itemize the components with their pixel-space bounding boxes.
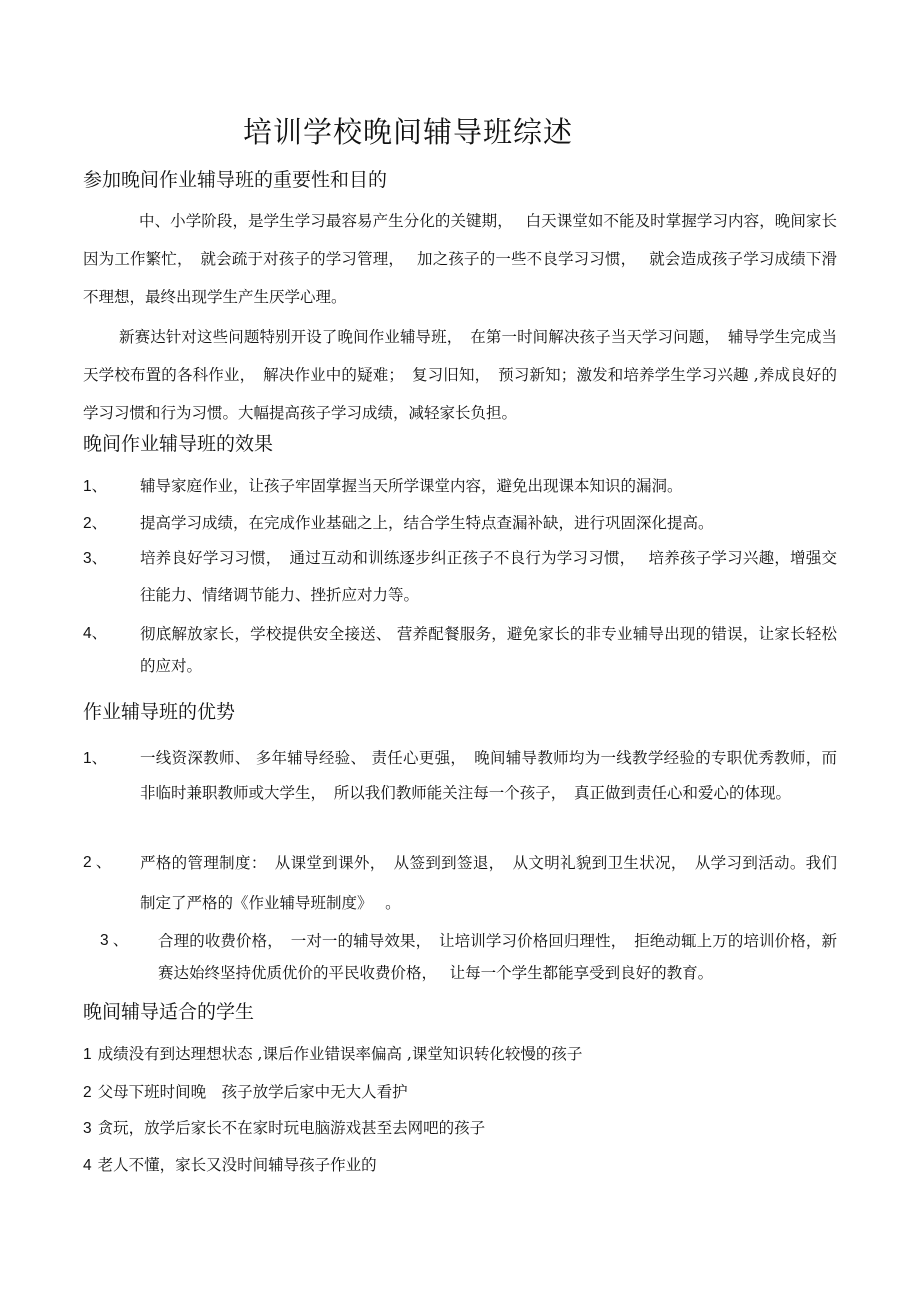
- list-item: [83, 1114, 837, 1143]
- list-number: 1、: [83, 750, 108, 767]
- section-heading-suitable-students: 晚间辅导适合的学生: [83, 1001, 255, 1023]
- list-text: 老人不懂，家长又没时间辅导孩子作业的: [97, 1156, 377, 1174]
- list-item: [83, 1078, 837, 1107]
- list-text: 一线资深教师、 多年辅导经验、 责任心更强， 晚间辅导教师均为一线教学经验的专职优秀教师，而非临时兼职教师或大学生， 所以我们教师能关注每一个孩子， 真正做到责任心和爱心的体现。: [140, 749, 837, 802]
- list-number: 2 、: [83, 854, 112, 871]
- list-number: 2、: [83, 515, 108, 532]
- list-number: 1、: [83, 478, 108, 495]
- list-item: [83, 1151, 837, 1180]
- list-number: 3: [83, 1120, 92, 1137]
- document-title: 培训学校晚间辅导班综述: [242, 115, 573, 149]
- list-number: 4、: [83, 625, 108, 642]
- list-number: 2: [83, 1084, 92, 1101]
- list-text: 严格的管理制度： 从课堂到课外， 从签到到签退， 从文明礼貌到卫生状况， 从学习到活动。我们制定了严格的《作业辅导班制度》 。: [140, 854, 837, 912]
- list-text: 贪玩，放学后家长不在家时玩电脑游戏甚至去网吧的孩子: [97, 1119, 486, 1137]
- section-heading-advantages: 作业辅导班的优势: [83, 701, 236, 723]
- list-text: 父母下班时间晚 孩子放学后家中无大人看护: [97, 1083, 408, 1101]
- list-number: 3、: [83, 550, 108, 567]
- section-heading-effects: 晚间作业辅导班的效果: [83, 433, 274, 455]
- list-item: [83, 1040, 837, 1069]
- paragraph-program: 新赛达针对这些问题特别开设了晚间作业辅导班， 在第一时间解决孩子当天学习问题， 辅导学生完成当天学校布置的各科作业， 解决作业中的疑难； 复习旧知， 预习新知；激发和培养学生学习兴趣 ,养成良好的学习习惯和行为习惯。大幅提高孩子学习成绩，减轻家长负担。: [83, 328, 837, 422]
- list-number: 4: [83, 1157, 92, 1174]
- list-text: 辅导家庭作业，让孩子牢固掌握当天所学课堂内容，避免出现课本知识的漏洞。: [140, 477, 683, 495]
- list-number: 1: [83, 1046, 92, 1063]
- list-text: 成绩没有到达理想状态 ,课后作业错误率偏高 ,课堂知识转化较慢的孩子: [97, 1045, 583, 1063]
- list-text: 合理的收费价格， 一对一的辅导效果， 让培训学习价格回归理性， 拒绝动辄上万的培训价格，新赛达始终坚持优质优价的平民收费价格， 让每一个学生都能享受到良好的教育。: [158, 932, 837, 982]
- list-text: 培养良好学习习惯， 通过互动和训练逐步纠正孩子不良行为学习习惯， 培养孩子学习兴趣，增强交往能力、情绪调节能力、挫折应对力等。: [140, 549, 837, 604]
- paragraph-importance: 中、小学阶段，是学生学习最容易产生分化的关键期， 白天课堂如不能及时掌握学习内容，晚间家长因为工作繁忙， 就会疏于对孩子的学习管理， 加之孩子的一些不良学习习惯， 就会造成孩子学习成绩下滑不理想，最终出现学生产生厌学心理。: [83, 212, 837, 306]
- list-text: 彻底解放家长，学校提供安全接送、 营养配餐服务，避免家长的非专业辅导出现的错误，让家长轻松的应对。: [140, 625, 837, 675]
- section-heading-importance: 参加晚间作业辅导班的重要性和目的: [83, 169, 388, 191]
- list-text: 提高学习成绩，在完成作业基础之上，结合学生特点查漏补缺，进行巩固深化提高。: [140, 514, 714, 532]
- list-number: 3 、: [100, 932, 129, 949]
